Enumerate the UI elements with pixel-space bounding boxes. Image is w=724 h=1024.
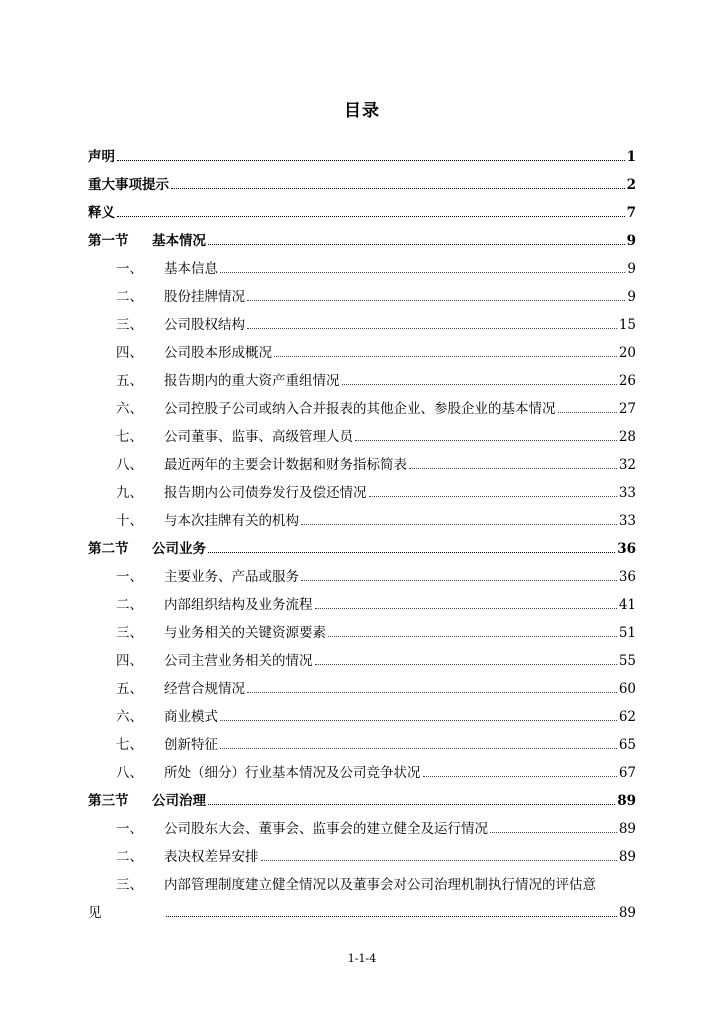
toc-entry-title: 与本次挂牌有关的机构 [164, 513, 299, 529]
toc-entry-page: 27 [618, 401, 636, 417]
toc-entry[interactable] [88, 193, 636, 221]
toc-entry-page: 20 [618, 345, 636, 361]
toc-entry-page: 62 [618, 709, 636, 725]
toc-entry[interactable] [88, 473, 636, 501]
toc-entry-page: 26 [618, 373, 636, 389]
toc-entry[interactable] [88, 137, 636, 165]
toc-entry-number: 第三节 [88, 793, 129, 809]
toc-entry[interactable] [88, 697, 636, 725]
toc-entry-title: 内部管理制度建立健全情况以及董事会对公司治理机制执行情况的评估意 [164, 877, 596, 893]
toc-entry-page: 89 [618, 849, 636, 865]
toc-entry-page: 89 [617, 793, 636, 809]
toc-entry-page: 9 [627, 289, 636, 305]
toc-entry-number: 八、 [116, 457, 143, 473]
toc-entry[interactable] [88, 529, 636, 557]
toc-entry-page: 36 [617, 541, 636, 557]
page-footer: 1-1-4 [347, 952, 377, 965]
toc-entry[interactable] [88, 501, 636, 529]
toc-entry-page: 15 [618, 317, 636, 333]
toc-entry-number: 五、 [116, 373, 143, 389]
toc-entry-title: 公司治理 [152, 793, 206, 809]
toc-entry-title: 与业务相关的关键资源要素 [164, 625, 326, 641]
toc-entry-title: 表决权差异安排 [164, 849, 259, 865]
toc-entry-page: 89 [618, 905, 636, 921]
toc-entry-number: 九、 [116, 485, 143, 501]
toc-entry-page: 36 [618, 569, 636, 585]
toc-entry-page: 28 [618, 429, 636, 445]
toc-entry-continuation[interactable] [88, 893, 636, 921]
toc-entry[interactable] [88, 865, 636, 893]
toc-entry[interactable] [88, 669, 636, 697]
dot-leader [328, 636, 617, 637]
dot-leader [423, 776, 617, 777]
dot-leader [315, 608, 617, 609]
dot-leader [220, 748, 617, 749]
table-of-contents [88, 137, 636, 921]
dot-leader [301, 524, 617, 525]
toc-entry-number: 七、 [116, 737, 143, 753]
toc-entry-page: 41 [618, 597, 636, 613]
toc-entry[interactable] [88, 837, 636, 865]
toc-entry[interactable] [88, 277, 636, 305]
toc-entry[interactable] [88, 221, 636, 249]
toc-entry-number: 四、 [116, 653, 143, 669]
toc-entry-title: 公司股权结构 [164, 317, 245, 333]
toc-entry-page: 2 [626, 177, 636, 193]
dot-leader [220, 720, 617, 721]
toc-entry-title: 公司主营业务相关的情况 [164, 653, 313, 669]
toc-entry-number: 二、 [116, 289, 143, 305]
toc-entry[interactable] [88, 305, 636, 333]
toc-entry-title: 公司董事、监事、高级管理人员 [164, 429, 353, 445]
toc-entry-number: 十、 [116, 513, 143, 529]
dot-leader [117, 160, 625, 161]
toc-entry[interactable] [88, 641, 636, 669]
dot-leader [301, 580, 617, 581]
toc-entry[interactable] [88, 557, 636, 585]
toc-entry-page: 32 [618, 457, 636, 473]
toc-entry-title: 声明 [88, 149, 115, 165]
toc-entry-number: 第二节 [88, 541, 129, 557]
toc-entry-title: 主要业务、产品或服务 [164, 569, 299, 585]
toc-entry-title: 公司股东大会、董事会、监事会的建立健全及运行情况 [164, 821, 488, 837]
toc-entry-number: 四、 [116, 345, 143, 361]
toc-entry-number: 三、 [116, 317, 143, 333]
toc-entry-number: 八、 [116, 765, 143, 781]
toc-entry-number: 六、 [116, 709, 143, 725]
toc-entry-title: 股份挂牌情况 [164, 289, 245, 305]
toc-entry-title: 基本信息 [164, 261, 218, 277]
toc-entry[interactable] [88, 445, 636, 473]
toc-entry-title: 重大事项提示 [88, 177, 169, 193]
toc-entry-page: 55 [618, 653, 636, 669]
toc-entry-page: 33 [618, 513, 636, 529]
dot-leader [315, 664, 617, 665]
toc-entry-title: 商业模式 [164, 709, 218, 725]
dot-leader [208, 804, 615, 805]
toc-entry-number: 三、 [116, 877, 143, 893]
toc-entry[interactable] [88, 753, 636, 781]
toc-entry-number: 七、 [116, 429, 143, 445]
toc-entry-page: 7 [626, 205, 636, 221]
toc-entry-title: 内部组织结构及业务流程 [164, 597, 313, 613]
toc-entry[interactable] [88, 725, 636, 753]
toc-entry-title: 释义 [88, 205, 115, 221]
toc-entry-page: 9 [626, 233, 636, 249]
toc-entry-page: 67 [618, 765, 636, 781]
toc-entry[interactable] [88, 249, 636, 277]
dot-leader [490, 832, 617, 833]
toc-entry[interactable] [88, 361, 636, 389]
toc-entry[interactable] [88, 585, 636, 613]
toc-entry-title: 最近两年的主要会计数据和财务指标简表 [164, 457, 407, 473]
toc-entry-page: 65 [618, 737, 636, 753]
toc-entry-title: 报告期内的重大资产重组情况 [164, 373, 340, 389]
toc-entry-page: 1 [626, 149, 636, 165]
dot-leader [355, 440, 617, 441]
toc-entry-title: 所处（细分）行业基本情况及公司竞争状况 [164, 765, 421, 781]
dot-leader [171, 188, 625, 189]
page-title: 目录 [344, 101, 380, 121]
dot-leader [117, 216, 625, 217]
toc-entry[interactable] [88, 781, 636, 809]
toc-entry-number: 三、 [116, 625, 143, 641]
toc-entry-title: 经营合规情况 [164, 681, 245, 697]
toc-entry-number: 第一节 [88, 233, 129, 249]
toc-entry-title: 公司股本形成概况 [164, 345, 272, 361]
toc-entry-page: 33 [618, 485, 636, 501]
toc-entry-title: 报告期内公司债券发行及偿还情况 [164, 485, 367, 501]
dot-leader [274, 356, 617, 357]
toc-entry-number: 一、 [116, 569, 143, 585]
toc-entry-page: 89 [618, 821, 636, 837]
dot-leader [166, 916, 617, 917]
dot-leader [247, 692, 617, 693]
dot-leader [220, 272, 625, 273]
toc-entry-number: 二、 [116, 597, 143, 613]
toc-entry-title: 创新特征 [164, 737, 218, 753]
dot-leader [247, 300, 625, 301]
toc-entry-number: 一、 [116, 261, 143, 277]
dot-leader [558, 412, 617, 413]
toc-entry[interactable] [88, 613, 636, 641]
toc-entry-number: 一、 [116, 821, 143, 837]
toc-entry-number: 二、 [116, 849, 143, 865]
toc-entry-title: 公司业务 [152, 541, 206, 557]
toc-entry-page: 51 [618, 625, 636, 641]
toc-entry-title: 基本情况 [152, 233, 206, 249]
toc-entry[interactable] [88, 389, 636, 417]
dot-leader [369, 496, 617, 497]
toc-entry[interactable] [88, 809, 636, 837]
toc-entry-page: 60 [618, 681, 636, 697]
toc-entry[interactable] [88, 417, 636, 445]
dot-leader [409, 468, 617, 469]
toc-entry-page: 9 [627, 261, 636, 277]
dot-leader [247, 328, 617, 329]
dot-leader [342, 384, 617, 385]
toc-entry-title-continued: 见 [88, 905, 102, 921]
dot-leader [261, 860, 617, 861]
toc-entry[interactable] [88, 165, 636, 193]
dot-leader [208, 552, 615, 553]
toc-entry[interactable] [88, 333, 636, 361]
toc-entry-number: 五、 [116, 681, 143, 697]
toc-entry-number: 六、 [116, 401, 143, 417]
dot-leader [208, 244, 625, 245]
toc-entry-title: 公司控股子公司或纳入合并报表的其他企业、参股企业的基本情况 [164, 401, 556, 417]
